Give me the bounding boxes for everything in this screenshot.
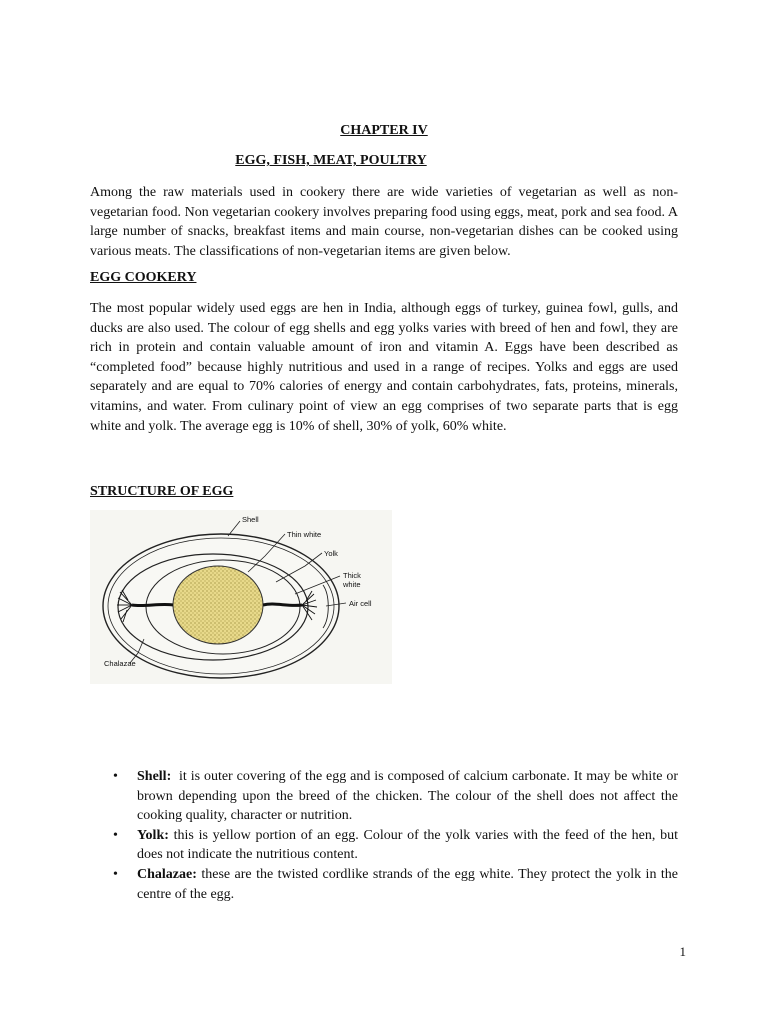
chalaza-right	[263, 604, 302, 605]
label-thick-white-1: Thick	[343, 571, 361, 580]
definition-shell: it is outer covering of the egg and is composed of calcium carbonate. It may be white or brown depending upon the breed of the chicken. The colour of the shell does not affect the cooking quality, character or nutrition.	[137, 769, 682, 824]
bullet-dot: •	[113, 769, 118, 784]
page-number: 1	[679, 944, 686, 959]
egg-parts-list	[100, 767, 682, 904]
egg-cookery-heading: EGG COOKERY	[90, 270, 197, 285]
structure-of-egg-heading: STRUCTURE OF EGG	[90, 484, 234, 499]
egg-structure-diagram	[90, 510, 392, 684]
label-thick-white-2: white	[343, 580, 361, 589]
bullet-dot: •	[113, 827, 118, 843]
definition-yolk: this is yellow portion of an egg. Colour of the yolk varies with the feed of the hen, but does not indicate the nutritious content.	[137, 827, 682, 863]
term-chalazae: Chalazae:	[137, 866, 197, 882]
label-chalazae: Chalazae	[104, 659, 136, 668]
list-item-yolk	[100, 826, 682, 865]
chapter-title: CHAPTER IV	[340, 123, 428, 138]
bullet-dot: •	[113, 866, 118, 882]
list-item-shell	[100, 767, 682, 826]
label-yolk: Yolk	[324, 549, 338, 558]
yolk-shape	[173, 566, 263, 644]
label-thin-white: Thin white	[287, 530, 322, 539]
term-yolk: Yolk:	[137, 827, 169, 843]
intro-paragraph: Among the raw materials used in cookery there are wide varieties of vegetarian as well as non-vegetarian food. Non vegetarian cookery involves preparing food using eggs, meat, pork and sea food. A large number of snacks, breakfast items and main course, non-vegetarian dishes can be cooked using various meats. The classifications of non-vegetarian items are given below.	[90, 185, 678, 259]
egg-cookery-paragraph: The most popular widely used eggs are hen in India, although eggs of turkey, guinea fowl, gulls, and ducks are also used. The colour of egg shells and egg yolks varies with breed of hen and fowl, they are rich in protein and contain valuable amount of iron and vitamin A. Eggs have been described as “completed food” because highly nutritious and used in a range of recipes. Yolks and eggs are used separately and are equal to 70% calories of energy and contain carbohydrates, fats, proteins, minerals, vitamins, and water. From culinary point of view an egg comprises of two separate parts that is egg white and yolk. The average egg is 10% of shell, 30% of yolk, 60% white.	[90, 301, 678, 434]
label-shell: Shell	[242, 515, 259, 524]
chalaza-left	[132, 604, 173, 605]
label-air-cell: Air cell	[349, 599, 372, 608]
chapter-subtitle: EGG, FISH, MEAT, POULTRY	[235, 153, 427, 168]
list-item-chalazae	[100, 865, 682, 904]
definition-chalazae: these are the twisted cordlike strands of the egg white. They protect the yolk in the centre of the egg.	[137, 866, 682, 902]
term-shell: Shell:	[137, 769, 172, 784]
